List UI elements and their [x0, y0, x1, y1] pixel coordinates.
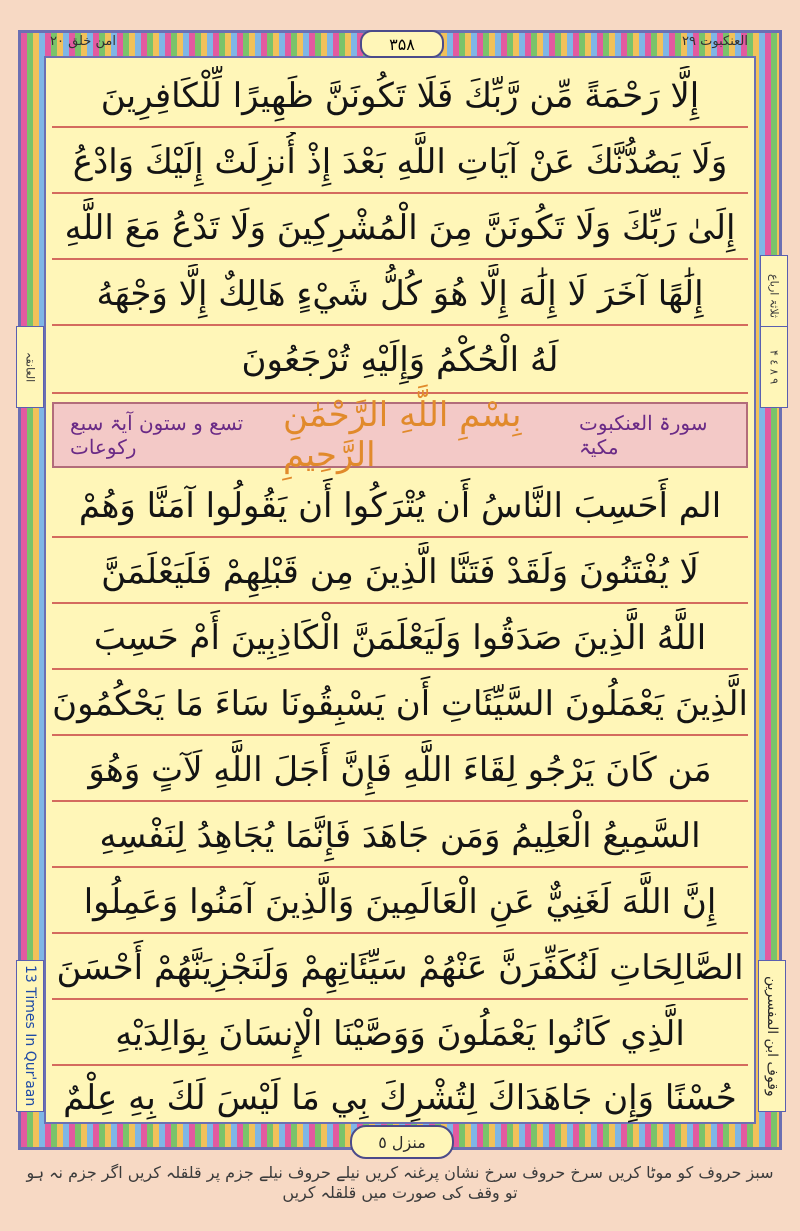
- header-right: العنکبوت ۲۹: [682, 34, 748, 49]
- line-rule: [52, 932, 748, 934]
- line-rule: [52, 998, 748, 1000]
- manzil-badge: منزل ٥: [350, 1125, 454, 1159]
- text-line-7: لَا يُفْتَنُونَ وَلَقَدْ فَتَنَّا الَّذِينَ مِن قَبْلِهِمْ فَلَيَعْلَمَنَّ: [101, 552, 699, 592]
- line-rule: [52, 324, 748, 326]
- side-label-left-mid: العانقہ: [16, 326, 44, 408]
- text-line-1: إِلَّا رَحْمَةً مِّن رَّبِّكَ فَلَا تَكُونَنَّ ظَهِيرًا لِّلْكَافِرِينَ: [100, 76, 700, 116]
- surah-info-left: تسع و ستون آیۃ سبع رکوعات: [70, 411, 244, 459]
- text-line-11: السَّمِيعُ الْعَلِيمُ وَمَن جَاهَدَ فَإِنَّمَا يُجَاهِدُ لِنَفْسِهِ: [99, 816, 701, 856]
- text-line-12: إِنَّ اللَّهَ لَغَنِيٌّ عَنِ الْعَالَمِينَ وَالَّذِينَ آمَنُوا وَعَمِلُوا: [83, 882, 717, 922]
- bismillah: بِسْمِ اللَّهِ الرَّحْمَٰنِ الرَّحِيمِ: [283, 395, 522, 475]
- line-rule: [52, 536, 748, 538]
- line-rule: [52, 258, 748, 260]
- side-tag-right: وقوف ابن المفسرین: [758, 960, 786, 1112]
- text-line-14: الَّذِي كَانُوا يَعْمَلُونَ وَوَصَّيْنَا الْإِنسَانَ بِوَالِدَيْهِ: [115, 1014, 685, 1054]
- text-line-3: إِلَىٰ رَبِّكَ وَلَا تَكُونَنَّ مِنَ الْمُشْرِكِينَ وَلَا تَدْعُ مَعَ اللَّهِ: [64, 208, 736, 248]
- line-rule: [52, 668, 748, 670]
- surah-info-right: سورۃ العنکبوت مکیۃ: [579, 411, 708, 459]
- line-rule: [52, 602, 748, 604]
- text-line-9: الَّذِينَ يَعْمَلُونَ السَّيِّئَاتِ أَن يَسْبِقُونَا سَاءَ مَا يَحْكُمُونَ: [52, 684, 748, 724]
- text-line-4: إِلَٰهًا آخَرَ لَا إِلَٰهَ إِلَّا هُوَ كُلُّ شَيْءٍ هَالِكٌ إِلَّا وَجْهَهُ: [96, 274, 704, 314]
- line-rule: [52, 800, 748, 802]
- side-tag-left: 13 Times In Qur'aan: [16, 960, 44, 1112]
- surah-banner: [52, 395, 748, 475]
- text-line-2: وَلَا يَصُدُّنَّكَ عَنْ آيَاتِ اللَّهِ بَعْدَ إِذْ أُنزِلَتْ إِلَيْكَ وَادْعُ: [72, 142, 728, 182]
- line-rule: [52, 1064, 748, 1066]
- side-label-right-top: ثلاثۃ ارباع: [760, 255, 788, 337]
- text-line-6: الم أَحَسِبَ النَّاسُ أَن يُتْرَكُوا أَن يَقُولُوا آمَنَّا وَهُمْ: [78, 486, 722, 526]
- text-line-15: حُسْنًا وَإِن جَاهَدَاكَ لِتُشْرِكَ بِي مَا لَيْسَ لَكَ بِهِ عِلْمٌ: [63, 1078, 737, 1118]
- line-rule: [52, 734, 748, 736]
- text-line-5: لَهُ الْحُكْمُ وَإِلَيْهِ تُرْجَعُونَ: [241, 340, 559, 380]
- line-rule: [52, 392, 748, 394]
- line-rule: [52, 126, 748, 128]
- page-number: ۳۵۸: [360, 30, 444, 58]
- text-line-8: اللَّهُ الَّذِينَ صَدَقُوا وَلَيَعْلَمَنَّ الْكَاذِبِينَ أَمْ حَسِبَ: [93, 618, 707, 658]
- line-rule: [52, 866, 748, 868]
- side-label-right-mid: ۴ ٤ ۸ ٩: [760, 326, 788, 408]
- text-line-13: الصَّالِحَاتِ لَنُكَفِّرَنَّ عَنْهُمْ سَيِّئَاتِهِمْ وَلَنَجْزِيَنَّهُمْ أَحْسَنَ: [56, 948, 744, 988]
- line-rule: [52, 192, 748, 194]
- footer-note: سبز حروف کو موٹا کریں سرخ حروف سرخ نشان پرغنہ کریں نیلے حروف نیلے جزم پر قلقلہ کریں اگر جزم نہ ہو تو وقف کی صورت میں قلقلہ کریں: [26, 1163, 774, 1202]
- header-left: امن خلق ۲۰: [50, 34, 116, 49]
- text-line-10: مَن كَانَ يَرْجُو لِقَاءَ اللَّهِ فَإِنَّ أَجَلَ اللَّهِ لَآتٍ وَهُوَ: [88, 750, 712, 790]
